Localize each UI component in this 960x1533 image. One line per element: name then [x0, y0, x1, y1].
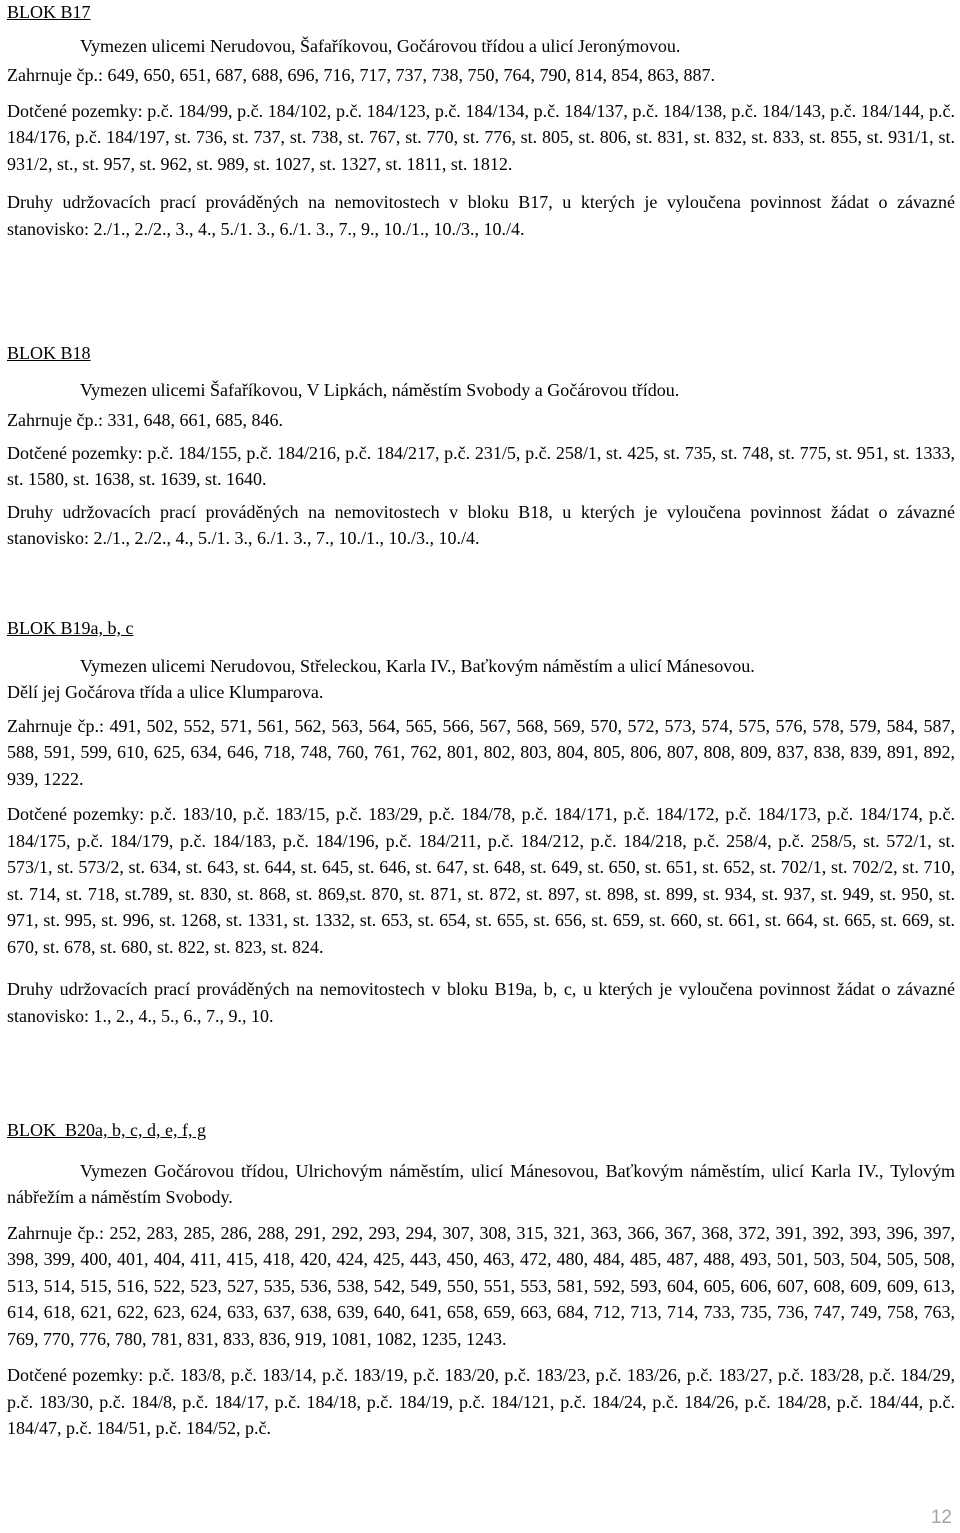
block-heading: BLOK B18	[7, 343, 91, 363]
block-maintenance-works: Druhy udržovacích prací prováděných na nemovitostech v bloku B17, u kterých je vyloučena povinnost žádat o závazné stanovisko: 2./1., 2./2., 3., 4., 5./1. 3., 6./1. 3., 7., 9., 10./1., 10./3., 10./4.	[7, 192, 955, 239]
block-heading: BLOK B19a, b, c	[7, 618, 134, 638]
block-heading: BLOK B20a, b, c, d, e, f, g	[7, 1120, 206, 1140]
page-number: 12	[930, 1506, 952, 1528]
block-affected-plots: Dotčené pozemky: p.č. 184/155, p.č. 184/216, p.č. 184/217, p.č. 231/5, p.č. 258/1, st. 425, st. 735, st. 748, st. 775, st. 951, st. 1333, st. 1580, st. 1638, st. 1639, st. 1640.	[7, 442, 955, 489]
block-house-numbers: Zahrnuje čp.: 649, 650, 651, 687, 688, 696, 716, 717, 737, 738, 750, 764, 790, 814, 854, 863, 887.	[7, 65, 715, 85]
block-affected-plots: Dotčené pozemky: p.č. 183/8, p.č. 183/14, p.č. 183/19, p.č. 183/20, p.č. 183/23, p.č. 183/26, p.č. 183/27, p.č. 183/28, p.č. 184/29, p.č. 183/30, p.č. 184/8, p.č. 184/17, p.č. 184/18, p.č. 184/19, p.č. 184/121, p.č. 184/24, p.č. 184/26, p.č. 184/28, p.č. 184/44, p.č. 184/47, p.č. 184/51, p.č. 184/52, p.č.	[7, 1365, 955, 1438]
block-b18	[7, 340, 955, 552]
block-heading: BLOK B17	[7, 2, 91, 22]
block-b17	[7, 0, 955, 242]
block-maintenance-works: Druhy udržovacích prací prováděných na nemovitostech v bloku B19a, b, c, u kterých je vyloučena povinnost žádat o závazné stanovisko: 1., 2., 4., 5., 6., 7., 9., 10.	[7, 979, 955, 1026]
block-boundaries: Vymezen ulicemi Nerudovou, Střeleckou, Karla IV., Baťkovým náměstím a ulicí Mánesovou.	[80, 655, 755, 676]
block-b19	[7, 615, 955, 1029]
block-affected-plots: Dotčené pozemky: p.č. 184/99, p.č. 184/102, p.č. 184/123, p.č. 184/134, p.č. 184/137, p.č. 184/138, p.č. 184/143, p.č. 184/144, p.č. 184/176, p.č. 184/197, st. 736, st. 737, st. 738, st. 767, st. 770, st. 776, st. 805, st. 806, st. 831, st. 832, st. 833, st. 855, st. 931/1, st. 931/2, st., st. 957, st. 962, st. 989, st. 1027, st. 1327, st. 1811, st. 1812.	[7, 100, 955, 174]
block-affected-plots: Dotčené pozemky: p.č. 183/10, p.č. 183/15, p.č. 183/29, p.č. 184/78, p.č. 184/171, p.č. 184/172, p.č. 184/173, p.č. 184/174, p.č. 184/175, p.č. 184/179, p.č. 184/183, p.č. 184/196, p.č. 184/211, p.č. 184/212, p.č. 184/218, p.č. 258/4, p.č. 258/5, st. 572/1, st. 573/1, st. 573/2, st. 634, st. 643, st. 644, st. 645, st. 646, st. 647, st. 648, st. 649, st. 650, st. 651, st. 652, st. 702/1, st. 702/2, st. 710, st. 714, st. 718, st.789, st. 830, st. 868, st. 869,st. 870, st. 871, st. 872, st. 897, st. 898, st. 899, st. 934, st. 937, st. 949, st. 950, st. 971, st. 995, st. 996, st. 1268, st. 1331, st. 1332, st. 653, st. 654, st. 655, st. 656, st. 659, st. 660, st. 661, st. 664, st. 665, st. 669, st. 670, st. 678, st. 680, st. 822, st. 823, st. 824.	[7, 804, 955, 957]
block-boundaries: Vymezen Gočárovou třídou, Ulrichovým náměstím, ulicí Mánesovou, Baťkovým náměstím, ulicí Karla IV., Tylovým nábřežím a náměstím Svobody.	[7, 1160, 955, 1207]
block-b20	[7, 1117, 955, 1442]
block-house-numbers: Zahrnuje čp.: 331, 648, 661, 685, 846.	[7, 410, 283, 430]
block-boundaries: Vymezen ulicemi Nerudovou, Šafaříkovou, Gočárovou třídou a ulicí Jeronýmovou.	[80, 35, 681, 56]
block-house-numbers: Zahrnuje čp.: 491, 502, 552, 571, 561, 562, 563, 564, 565, 566, 567, 568, 569, 570, 572, 573, 574, 575, 576, 578, 579, 584, 587, 588, 591, 599, 610, 625, 634, 646, 718, 748, 760, 761, 762, 801, 802, 803, 804, 805, 806, 807, 808, 809, 837, 838, 839, 891, 892, 939, 1222.	[7, 715, 955, 789]
block-maintenance-works: Druhy udržovacích prací prováděných na nemovitostech v bloku B18, u kterých je vyloučena povinnost žádat o závazné stanovisko: 2./1., 2./2., 4., 5./1. 3., 6./1. 3., 7., 10./1., 10./3., 10./4.	[7, 501, 955, 548]
block-boundaries: Vymezen ulicemi Šafaříkovou, V Lipkách, náměstím Svobody a Gočárovou třídou.	[80, 379, 680, 400]
block-house-numbers: Zahrnuje čp.: 252, 283, 285, 286, 288, 291, 292, 293, 294, 307, 308, 315, 321, 363, 366, 367, 368, 372, 391, 392, 393, 396, 397, 398, 399, 400, 401, 404, 411, 415, 418, 420, 424, 425, 443, 450, 463, 472, 480, 484, 485, 487, 488, 493, 501, 503, 504, 505, 508, 513, 514, 515, 516, 522, 523, 527, 535, 536, 538, 542, 549, 550, 551, 553, 581, 592, 593, 604, 605, 606, 607, 608, 609, 609, 613, 614, 618, 621, 622, 623, 624, 633, 637, 638, 639, 640, 641, 658, 659, 663, 684, 712, 713, 714, 733, 735, 736, 747, 749, 758, 763, 769, 770, 776, 780, 781, 831, 833, 836, 919, 1081, 1082, 1235, 1243.	[7, 1222, 955, 1349]
block-boundaries-cont: Dělí jej Gočárova třída a ulice Klumparova.	[7, 682, 324, 702]
